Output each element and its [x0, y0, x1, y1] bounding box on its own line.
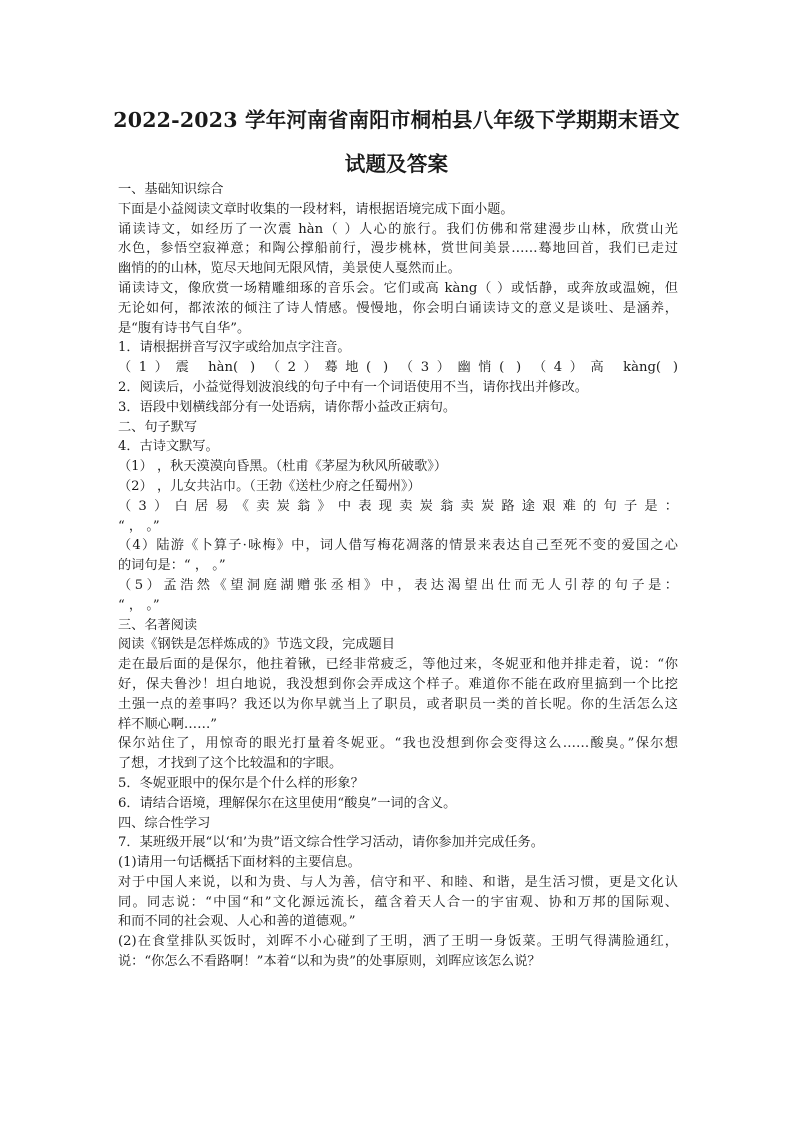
text-line: 诵读诗文，像欣赏一场精雕细琢的音乐会。它们或高 kàng（ ）或恬静，或奔放或温婉，但 [118, 280, 678, 296]
text-line: 三、名著阅读 [118, 617, 198, 633]
text-line: 1．请根据拼音写汉字或给加点字注音。 [118, 340, 351, 356]
text-line: 3．语段中划横线部分有一处语病，请你帮小益改正病句。 [118, 399, 457, 415]
text-line: （3）白居易《卖炭翁》中表现卖炭翁卖炭路途艰难的句子是： [118, 498, 678, 514]
text-line: 走在最后面的是保尔，他拄着锹，已经非常疲乏，等他过来，冬妮亚和他并排走着，说：“你 [118, 657, 678, 673]
text-line: 无论如何，都浓浓的倾注了诗人情感。慢慢地，你会明白诵读诗文的意义是谈吐、是涵养， [118, 300, 678, 316]
text-line: （1）震 hàn( ) （2）蓦地( ) （3）幽悄( ) （4）高 kàng( ) [118, 360, 678, 376]
document-title [100, 98, 693, 186]
text-line: 幽悄的的山林，览尽天地间无限风情，美景使人戛然而止。 [118, 261, 461, 277]
text-line: 水色，参悟空寂禅意；和陶公撑船前行，漫步桃林，赏世间美景……蓦地回首，我们已走过 [118, 241, 678, 257]
text-line: （5）孟浩然《望洞庭湖赠张丞相》中，表达渴望出仕而无人引荐的句子是： [118, 577, 678, 593]
text-line: 四、综合性学习 [118, 815, 211, 831]
text-line: 同。同志说：“中国“和”文化源远流长，蕴含着天人合一的宇宙观、协和万邦的国际观、 [118, 894, 678, 910]
text-line: （2） ，儿女共沾巾。（王勃《送杜少府之任蜀州》） [118, 478, 421, 494]
text-line: 阅读《钢铁是怎样炼成的》节选文段，完成题目 [118, 637, 395, 653]
text-line: 是“腹有诗书气自华”。 [118, 320, 251, 336]
text-line: 的词句是：“ ， 。” [118, 558, 226, 574]
text-line: 6．请结合语境，理解保尔在这里使用“酸臭”一词的含义。 [118, 795, 457, 811]
text-line: “ ， 。” [118, 518, 160, 534]
text-line: “ ， 。” [118, 597, 160, 613]
text-line: （4）陆游《卜算子·咏梅》中，词人借写梅花凋落的情景来表达自己至死不变的爱国之心 [118, 538, 678, 554]
text-line: 说：“你怎么不看路啊！”本着“以和为贵”的处事原则，刘晖应该怎么说？ [118, 954, 541, 970]
text-line: 对于中国人来说，以和为贵、与人为善，信守和平、和睦、和谐，是生活习惯，更是文化认 [118, 874, 678, 890]
text-line: 一、基础知识综合 [118, 182, 224, 197]
text-line: 5．冬妮亚眼中的保尔是个什么样的形象？ [118, 775, 364, 791]
text-line: 了想，才找到了这个比较温和的字眼。 [118, 756, 343, 772]
text-line: 和而不同的社会观、人心和善的道德观。” [118, 914, 356, 930]
text-line: 样不顺心啊……” [118, 716, 218, 732]
text-line: 下面是小益阅读文章时收集的一段材料，请根据语境完成下面小题。 [118, 201, 514, 217]
text-line: 二、句子默写 [118, 419, 198, 435]
text-line: 2．阅读后，小益觉得划波浪线的句子中有一个词语使用不当，请你找出并修改。 [118, 379, 588, 395]
text-line: 土强一点的差事吗？我还以为你早就当上了职员，或者职员一类的首长呢。你的生活怎么这 [118, 696, 678, 712]
text-line: 保尔站住了，用惊奇的眼光打量着冬妮亚。“我也没想到你会变得这么……酸臭。”保尔想 [118, 736, 678, 752]
text-line: 4．古诗文默写。 [118, 439, 219, 455]
text-line: 诵读诗文，如经历了一次震 hàn（ ）人心的旅行。我们仿佛和常建漫步山林，欣赏山光 [118, 221, 678, 237]
text-line: （1） ，秋天漠漠向昏黑。（杜甫《茅屋为秋风所破歌》） [118, 459, 448, 475]
title-line-1: 2022-2023 学年河南省南阳市桐柏县八年级下学期期末语文 [113, 108, 680, 132]
text-line: (2)在食堂排队买饭时，刘晖不小心碰到了王明，洒了王明一身饭菜。王明气得满脸通红， [118, 934, 678, 950]
document-body [118, 180, 678, 972]
title-line-2: 试题及答案 [344, 152, 449, 176]
text-line: 7．某班级开展“以‘和’为贵”语文综合性学习活动，请你参加并完成任务。 [118, 835, 544, 851]
text-line: 好，保夫鲁沙！坦白地说，我没想到你会弄成这个样子。难道你不能在政府里搞到一个比挖 [118, 676, 678, 692]
text-line: (1)请用一句话概括下面材料的主要信息。 [118, 855, 361, 871]
